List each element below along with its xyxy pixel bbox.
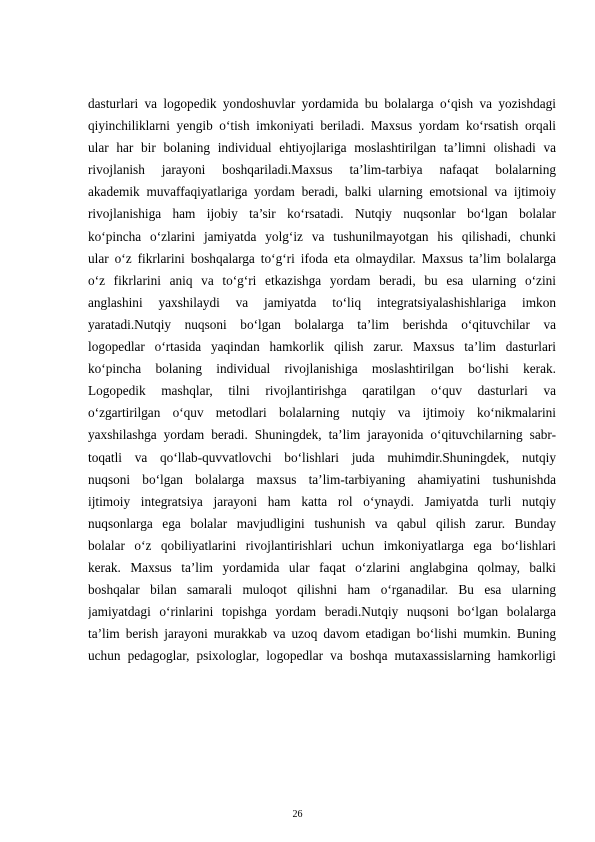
text-line: kerak. Maxsus ta’lim yordamida ular faqat o‘zlarini anglabgina qolmay, balki <box>88 559 556 575</box>
text-line: uchun pedagoglar, psixologlar, logopedlar va boshqa mutaxassislarning hamkorligi <box>88 648 556 664</box>
text-line: ijtimoiy integratsiya jarayoni ham katta rol o‘ynaydi. Jamiyatda turli nutqiy <box>88 493 556 509</box>
text-line: bolalar o‘z qobiliyatlarini rivojlantirishlari uchun imkoniyatlarga ega bo‘lishlari <box>88 537 556 553</box>
text-line: toqatli va qo‘llab-quvvatlovchi bo‘lishlari juda muhimdir.Shuningdek, nutqiy <box>88 449 556 465</box>
text-line: rivojlanishiga ham ijobiy ta’sir ko‘rsatadi. Nutqiy nuqsonlar bo‘lgan bolalar <box>88 206 556 222</box>
text-line: dasturlari va logopedik yondoshuvlar yordamida bu bolalarga o‘qish va yozishdagi <box>88 96 556 111</box>
text-line: yaxshilashga yordam beradi. Shuningdek, ta’lim jarayonida o‘qituvchilarning sabr- <box>88 427 556 443</box>
text-line: akademik muvaffaqiyatlariga yordam beradi, balki ularning emotsional va ijtimoiy <box>88 184 556 200</box>
text-line: logopedlar o‘rtasida yaqindan hamkorlik qilish zarur. Maxsus ta’lim dasturlari <box>88 339 556 355</box>
text-line: ko‘pincha o‘zlarini jamiyatda yolg‘iz va tushunilmayotgan his qilishadi, chunki <box>88 228 556 244</box>
text-line: anglashini yaxshilaydi va jamiyatda to‘liq integratsiyalashishlariga imkon <box>88 294 556 310</box>
text-line: rivojlanish jarayoni boshqariladi.Maxsus ta’lim-tarbiya nafaqat bolalarning <box>88 162 556 178</box>
text-line: o‘z fikrlarini aniq va to‘g‘ri etkazishga yordam beradi, bu esa ularning o‘zini <box>88 272 556 288</box>
text-line: jamiyatdagi o‘rinlarini topishga yordam beradi.Nutqiy nuqsoni bo‘lgan bolalarga <box>88 604 556 620</box>
text-line: Logopedik mashqlar, tilni rivojlantirishga qaratilgan o‘quv dasturlari va <box>88 383 556 399</box>
text-line: ta’lim berish jarayoni murakkab va uzoq davom etadigan bo‘lishi mumkin. Buning <box>88 626 556 642</box>
text-line: qiyinchiliklarni yengib o‘tish imkoniyati beriladi. Maxsus yordam ko‘rsatish orqali <box>88 118 556 134</box>
text-line: ular har bir bolaning individual ehtiyojlariga moslashtirilgan ta’limni olishadi va <box>88 140 556 156</box>
body-text <box>88 93 556 667</box>
text-line: yaratadi.Nutqiy nuqsoni bo‘lgan bolalarga ta’lim berishda o‘qituvchilar va <box>88 316 556 332</box>
text-line: ular o‘z fikrlarini boshqalarga to‘g‘ri ifoda eta olmaydilar. Maxsus ta’lim bolalarga <box>88 250 556 266</box>
text-line: nuqsonlarga ega bolalar mavjudligini tushunish va qabul qilish zarur. Bunday <box>88 515 556 531</box>
text-line: nuqsoni bo‘lgan bolalarga maxsus ta’lim-tarbiyaning ahamiyatini tushunishda <box>88 471 556 487</box>
text-line: boshqalar bilan samarali muloqot qilishni ham o‘rganadilar. Bu esa ularning <box>88 582 556 598</box>
text-line: o‘zgartirilgan o‘quv metodlari bolalarning nutqiy va ijtimoiy ko‘nikmalarini <box>88 405 556 421</box>
text-line: ko‘pincha bolaning individual rivojlanishiga moslashtirilgan bo‘lishi kerak. <box>88 361 556 377</box>
page-number: 26 <box>292 809 303 820</box>
